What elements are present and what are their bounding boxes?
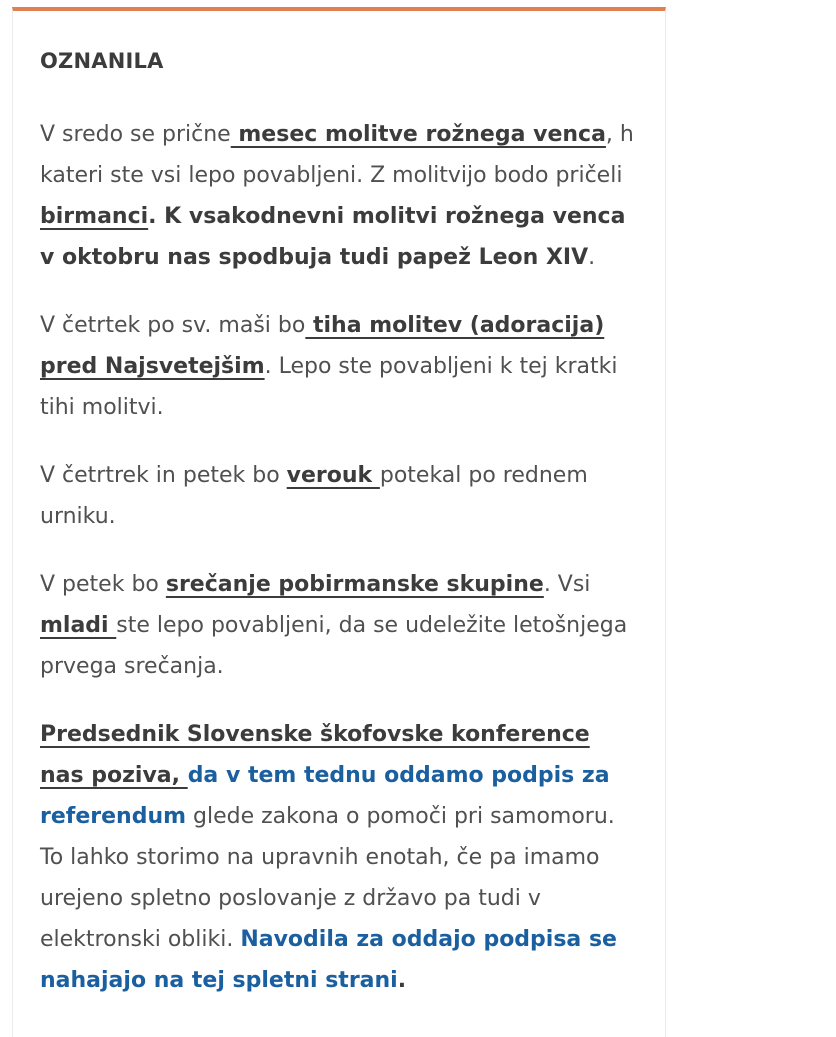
announcements-card: [12, 7, 666, 1037]
announcements-content: [40, 114, 640, 1028]
referendum-signature-link[interactable]: da v tem tednu oddamo podpis za referendum: [40, 763, 610, 829]
text-segment: .: [397, 968, 407, 993]
paragraph-rosary: [40, 114, 640, 278]
bishops-conference-link[interactable]: Predsednik Slovenske škofovske konference nas poziva,: [40, 722, 590, 788]
youth-link[interactable]: mladi: [40, 613, 117, 638]
text-segment: potekal po rednem urniku.: [40, 463, 588, 529]
text-segment: ste lepo povabljeni, da se udeležite letošnjega prvega srečanja.: [40, 613, 628, 679]
signature-instructions-link[interactable]: Navodila za oddajo podpisa se nahajajo na tej spletni strani: [40, 927, 617, 993]
paragraph-referendum: [40, 714, 640, 1001]
text-segment: V četrtrek in petek bo: [40, 463, 287, 488]
text-segment: V četrtek po sv. maši bo: [40, 313, 306, 338]
paragraph-catechism: [40, 455, 640, 537]
adoration-link[interactable]: tiha molitev (adoracija) pred Najsvetejšim: [40, 313, 605, 379]
catechism-link[interactable]: verouk: [286, 463, 380, 488]
text-segment: .: [588, 245, 596, 270]
section-heading: OZNANILA: [40, 49, 164, 73]
confirmands-link[interactable]: birmanci: [40, 204, 149, 229]
paragraph-adoration: [40, 305, 640, 428]
text-segment: V sredo se prične: [40, 122, 231, 147]
text-segment: V petek bo: [40, 572, 166, 597]
paragraph-youth-group: [40, 564, 640, 687]
text-segment: glede zakona o pomoči pri samomoru. To lahko storimo na upravnih enotah, če pa imamo urejeno spletno poslovanje z državo pa tudi v elektronski obliki.: [40, 804, 615, 952]
text-segment: . Lepo ste povabljeni k tej kratki tihi molitvi.: [40, 354, 618, 420]
text-segment: , h kateri ste vsi lepo povabljeni. Z molitvijo bodo pričeli: [40, 122, 634, 188]
post-confirmation-group-link[interactable]: srečanje pobirmanske skupine: [165, 572, 544, 597]
pope-exhortation-text: . K vsakodnevni molitvi rožnega venca v oktobru nas spodbuja tudi papež Leon XIV: [40, 204, 626, 270]
rosary-month-link[interactable]: mesec molitve rožnega venca: [230, 122, 606, 147]
text-segment: . Vsi: [543, 572, 591, 597]
